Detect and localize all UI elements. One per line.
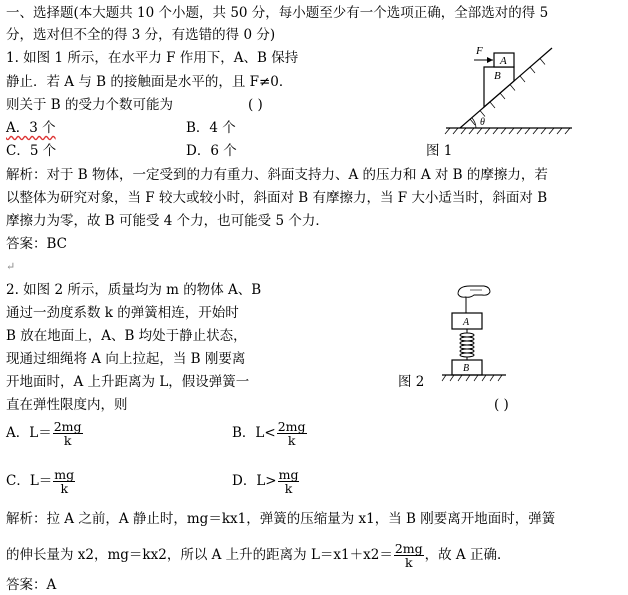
q1-analysis-line-1: 解析：对于 B 物体，一定受到的力有重力、斜面支持力、A 的压力和 A 对 B 的摩擦力，若 <box>6 167 548 183</box>
figure-2-spring-diagram <box>440 280 510 384</box>
block-b-label: B <box>494 70 501 82</box>
denominator: k <box>63 433 72 448</box>
numerator: 2mg <box>53 419 82 434</box>
q2-option-b-fraction <box>277 420 307 447</box>
numerator: 2mg <box>277 419 306 434</box>
q1-line-3: 则关于 B 的受力个数可能为 <box>6 97 174 113</box>
q1-line-1: 1. 如图 1 所示，在水平力 F 作用下，A、B 保持 <box>6 50 299 66</box>
paragraph-mark: ↵ <box>6 260 16 273</box>
q2-option-c-fraction <box>53 468 75 495</box>
spring <box>460 329 474 360</box>
q2-option-b <box>232 420 308 447</box>
section-heading-line-1: 一、选择题(本大题共 10 个小题，共 50 分，每小题至少有一个选项正确，全部选对的得 5 <box>6 5 549 21</box>
section-heading-line-2: 分，选对但不全的得 3 分，有选错的得 0 分) <box>6 27 276 43</box>
ground-hatching <box>442 375 502 381</box>
q1-line-2: 静止．若 A 与 B 的接触面是水平的，且 F≠0． <box>6 74 293 90</box>
q2-line-2: 通过一劲度系数 k 的弹簧相连，开始时 <box>6 305 239 321</box>
q2-option-c <box>6 468 76 495</box>
q2-option-a <box>6 420 84 447</box>
figure-2-label: 图 2 <box>398 374 425 390</box>
q1-option-a <box>6 119 56 137</box>
force-f-arrowhead <box>487 57 493 63</box>
q2-answer: 答案：A <box>6 577 57 593</box>
hand-icon <box>458 286 490 297</box>
q2-option-a-fraction <box>53 420 83 447</box>
block-a-label: A <box>500 55 507 67</box>
denominator: k <box>287 433 296 448</box>
q2-analysis-line-1: 解析：拉 A 之前，A 静止时，mg＝kx1，弹簧的压缩量为 x1，当 B 刚要离开地面时，弹簧 <box>6 511 556 527</box>
q2-line-4: 现通过细绳将 A 向上拉起，当 B 刚要离 <box>6 351 246 367</box>
angle-arc <box>472 118 476 128</box>
denominator: k <box>404 555 413 570</box>
q2-analysis-fraction <box>394 542 424 569</box>
block-b-label: B <box>463 363 470 374</box>
q2-option-d-label: D．L> <box>232 473 277 489</box>
q2-option-b-label: B．L< <box>232 425 276 441</box>
q1-answer: 答案：BC <box>6 236 68 252</box>
q1-option-b: B．4 个 <box>186 120 236 136</box>
q2-line-6: 直在弹性限度内，则 <box>6 397 128 413</box>
q2-analysis-line-2 <box>6 542 510 569</box>
denominator: k <box>60 481 69 496</box>
q2-option-d <box>232 468 300 495</box>
q2-line-5: 开地面时，A 上升距离为 L，假设弹簧一 <box>6 374 250 390</box>
force-f-label: F <box>476 45 483 57</box>
figure-1-incline-diagram <box>440 40 580 138</box>
denominator: k <box>284 481 293 496</box>
q1-analysis-line-2: 以整体为研究对象，当 F 较大或较小时，斜面对 B 有摩擦力，当 F 大小适当时，斜面对 B <box>6 190 548 206</box>
block-a-label: A <box>463 317 470 328</box>
q2-option-a-label: A．L＝ <box>6 425 52 441</box>
ground-hatching <box>445 128 570 134</box>
q1-option-c: C．5 个 <box>6 143 57 159</box>
q2-option-d-fraction <box>278 468 300 495</box>
numerator: mg <box>278 467 299 482</box>
q2-paren: ( ) <box>494 397 509 413</box>
q1-option-d: D．6 个 <box>186 143 237 159</box>
q1-paren: ( ) <box>248 97 263 113</box>
q2-line-1: 2. 如图 2 所示，质量均为 m 的物体 A、B <box>6 282 262 298</box>
q2-line-3: B 放在地面上，A、B 均处于静止状态， <box>6 328 247 344</box>
q2-analysis-line-2-post: ，故 A 正确． <box>424 547 511 563</box>
q2-option-c-label: C．L＝ <box>6 473 53 489</box>
numerator: mg <box>54 467 75 482</box>
theta-label: θ <box>480 117 485 128</box>
figure-1-label: 图 1 <box>426 143 453 159</box>
q2-analysis-line-2-pre: 的伸长量为 x2，mg＝kx2，所以 A 上升的距离为 L＝x1＋x2＝ <box>6 547 393 563</box>
numerator: 2mg <box>394 541 423 556</box>
q1-analysis-line-3: 摩擦力为零，故 B 可能受 4 个力，也可能受 5 个力． <box>6 213 329 229</box>
q1-option-a-text: A．3 个 <box>6 120 56 136</box>
